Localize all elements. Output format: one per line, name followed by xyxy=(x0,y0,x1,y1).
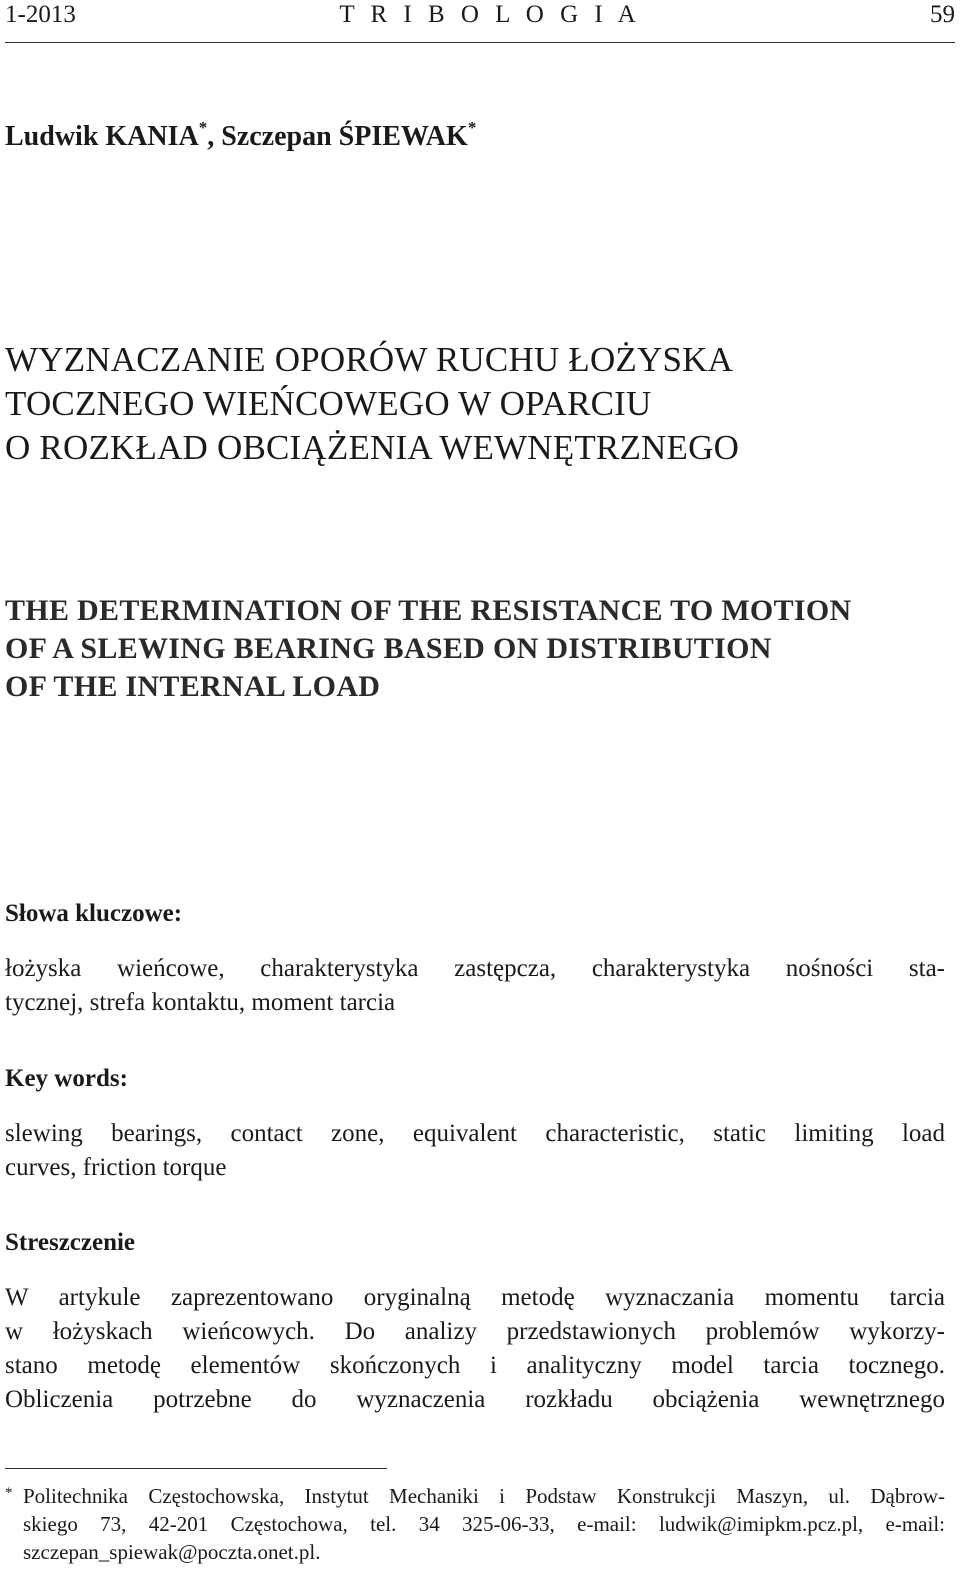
footnote-line: skiego 73, 42-201 Częstochowa, tel. 34 325-06-33, e-mail: ludwik@imipkm.pcz.pl, e-mail: xyxy=(23,1512,945,1536)
text-line: tycznej, strefa kontaktu, moment tarcia xyxy=(5,989,396,1016)
text-line: curves, friction torque xyxy=(5,1154,227,1181)
footnote-divider xyxy=(5,1468,387,1469)
keywords-en-heading: Key words: xyxy=(5,1065,128,1092)
author-separator: , xyxy=(207,121,222,152)
affiliation-mark: * xyxy=(467,118,477,137)
keywords-pl-heading: Słowa kluczowe: xyxy=(5,900,183,927)
author-name: Szczepan ŚPIEWAK xyxy=(221,121,468,152)
title-line: WYZNACZANIE OPORÓW RUCHU ŁOŻYSKA xyxy=(5,340,734,379)
text-line: stano metodę elementów skończonych i analityczny model tarcia tocznego. xyxy=(5,1352,945,1379)
text-line: W artykule zaprezentowano oryginalną metodę wyznaczania momentu tarcia xyxy=(5,1284,945,1311)
title-polish xyxy=(5,338,945,470)
abstract-body xyxy=(5,1281,945,1417)
text-line: Obliczenia potrzebne do wyznaczenia rozkładu obciążenia wewnętrznego xyxy=(5,1386,945,1413)
abstract-heading: Streszczenie xyxy=(5,1229,136,1256)
page-number: 59 xyxy=(930,1,955,28)
footnote-line: szczepan_spiewak@poczta.onet.pl. xyxy=(23,1540,321,1564)
text-line: slewing bearings, contact zone, equivalent characteristic, static limiting load xyxy=(5,1120,945,1147)
footnote-affiliation xyxy=(23,1482,945,1566)
author-name: Ludwik KANIA xyxy=(5,121,199,152)
footnote-mark: * xyxy=(5,1485,13,1501)
title-english xyxy=(5,592,950,706)
text-line: łożyska wieńcowe, charakterystyka zastępcza, charakterystyka nośności sta- xyxy=(5,955,945,982)
affiliation-mark: * xyxy=(198,118,208,137)
text-line: w łożyskach wieńcowych. Do analizy przedstawionych problemów wykorzy- xyxy=(5,1318,945,1345)
title-line: O ROZKŁAD OBCIĄŻENIA WEWNĘTRZNEGO xyxy=(5,428,740,467)
keywords-pl xyxy=(5,952,945,1020)
issue-number: 1-2013 xyxy=(5,1,76,28)
running-header xyxy=(5,0,955,43)
keywords-en xyxy=(5,1117,945,1185)
title-line: OF A SLEWING BEARING BASED ON DISTRIBUTION xyxy=(5,632,772,665)
title-line: TOCZNEGO WIEŃCOWEGO W OPARCIU xyxy=(5,384,652,423)
footnote-line: Politechnika Częstochowska, Instytut Mechaniki i Podstaw Konstrukcji Maszyn, ul. Dąbrow- xyxy=(23,1484,945,1508)
authors xyxy=(5,108,476,157)
title-line: OF THE INTERNAL LOAD xyxy=(5,670,381,703)
journal-name: T R I B O L O G I A xyxy=(339,1,641,28)
title-line: THE DETERMINATION OF THE RESISTANCE TO MOTION xyxy=(5,594,852,627)
